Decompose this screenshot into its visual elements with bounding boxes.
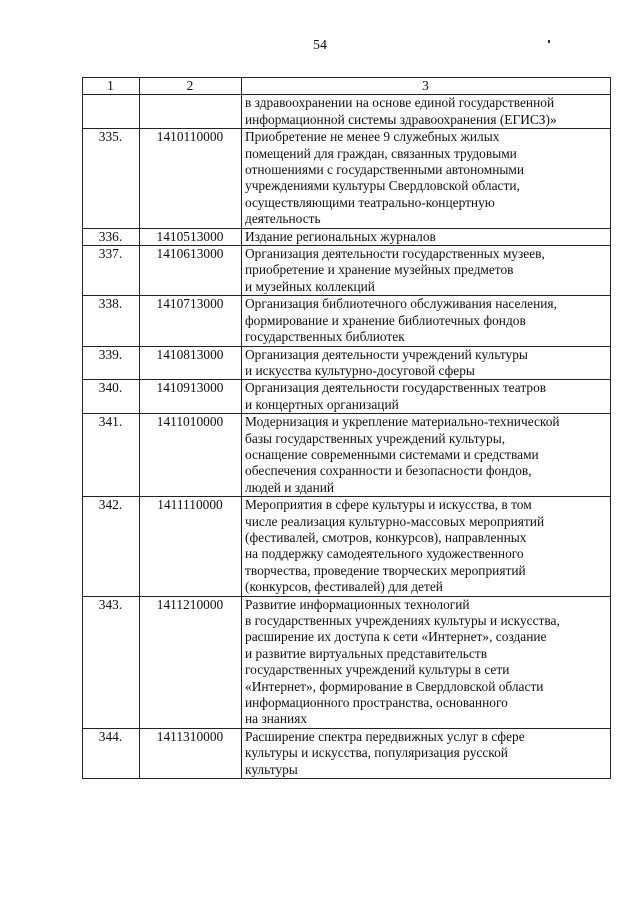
row-description — [242, 414, 611, 497]
row-number: 336. — [83, 228, 140, 245]
description-line: информационного пространства, основанного — [245, 695, 508, 711]
row-description — [242, 596, 611, 728]
table-row — [83, 380, 611, 414]
description-line: учреждениями культуры Свердловской области, — [245, 178, 520, 194]
description-line: расширение их доступа к сети «Интернет», создание — [245, 629, 547, 645]
description-line: в здравоохранении на основе единой государственной — [245, 95, 555, 111]
table-row — [83, 296, 611, 346]
row-description — [242, 728, 611, 778]
row-code — [140, 95, 242, 129]
row-number: 338. — [83, 296, 140, 346]
description-line: культуры — [245, 761, 298, 777]
description-line: Развитие информационных технологий — [245, 596, 470, 612]
table-row — [83, 596, 611, 728]
description-line: культуры и искусства, популяризация русской — [245, 745, 508, 761]
row-number — [83, 95, 140, 129]
description-line: в государственных учреждениях культуры и искусства, — [245, 613, 560, 628]
description-line: и концертных организаций — [245, 396, 399, 412]
table-row — [83, 95, 611, 129]
description-line: числе реализация культурно-массовых мероприятий — [245, 513, 545, 529]
description-line: государственных библиотек — [245, 329, 405, 345]
table-row — [83, 228, 611, 245]
description-line: приобретение и хранение музейных предметов — [245, 262, 514, 278]
row-description — [242, 95, 611, 129]
row-description — [242, 129, 611, 228]
description-line: Мероприятия в сфере культуры и искусства, в том — [245, 497, 532, 513]
row-number: 343. — [83, 596, 140, 728]
description-line: и искусства культурно-досуговой сферы — [245, 362, 475, 378]
description-line: «Интернет», формирование в Свердловской области — [245, 678, 544, 694]
description-line: на знаниях — [245, 711, 308, 727]
description-line: Расширение спектра передвижных услуг в сфере — [245, 728, 525, 744]
description-line: информационной системы здравоохранения (ЕГИСЗ)» — [245, 111, 557, 127]
description-line: Организация деятельности государственных театров — [245, 380, 547, 396]
column-header-code: 2 — [140, 78, 242, 95]
column-header-name: 3 — [242, 78, 611, 95]
description-line: осуществляющими театрально-концертную — [245, 194, 495, 210]
row-number: 335. — [83, 129, 140, 228]
column-header-number: 1 — [83, 78, 140, 95]
description-line: и музейных коллекций — [245, 278, 375, 294]
row-number: 341. — [83, 414, 140, 497]
row-description — [242, 228, 611, 245]
description-line: (конкурсов, фестивалей) для детей — [245, 579, 443, 595]
row-code: 1410613000 — [140, 246, 242, 296]
page-number: 54 — [313, 38, 327, 53]
row-code: 1410110000 — [140, 129, 242, 228]
table-row — [83, 129, 611, 228]
description-line: Организация деятельности государственных музеев, — [245, 246, 545, 262]
row-number: 344. — [83, 728, 140, 778]
description-line: деятельность — [245, 211, 321, 227]
description-line: людей и зданий — [245, 479, 335, 495]
description-line: базы государственных учреждений культуры, — [245, 430, 506, 446]
description-line: оснащение современными системами и средствами — [245, 446, 539, 462]
table-row — [83, 346, 611, 380]
row-description — [242, 346, 611, 380]
row-code: 1410913000 — [140, 380, 242, 414]
row-code: 1411010000 — [140, 414, 242, 497]
description-line: Издание региональных журналов — [245, 228, 436, 244]
row-number: 337. — [83, 246, 140, 296]
table-header-row — [83, 78, 611, 95]
row-description — [242, 246, 611, 296]
row-code: 1411310000 — [140, 728, 242, 778]
description-line: (фестивалей, смотров, конкурсов), направленных — [245, 529, 527, 545]
table-row — [83, 497, 611, 596]
description-line: и развитие виртуальных представительств — [245, 645, 488, 661]
description-line: государственных учреждений культуры в сети — [245, 662, 510, 678]
table-row — [83, 728, 611, 778]
description-line: формирование и хранение библиотечных фондов — [245, 312, 526, 328]
description-line: помещений для граждан, связанных трудовыми — [245, 145, 517, 161]
description-line: Организация библиотечного обслуживания населения, — [245, 296, 557, 312]
row-code: 1410813000 — [140, 346, 242, 380]
row-code: 1410513000 — [140, 228, 242, 245]
table-row — [83, 414, 611, 497]
row-code: 1410713000 — [140, 296, 242, 346]
description-line: на поддержку самодеятельного художественного — [245, 546, 524, 562]
table-body — [83, 95, 611, 779]
row-description — [242, 380, 611, 414]
row-code: 1411210000 — [140, 596, 242, 728]
description-line: отношениями с государственными автономными — [245, 162, 524, 178]
row-number: 339. — [83, 346, 140, 380]
row-description — [242, 497, 611, 596]
description-line: обеспечения сохранности и безопасности фондов, — [245, 463, 532, 479]
table-row — [83, 246, 611, 296]
row-number: 340. — [83, 380, 140, 414]
description-line: Приобретение не менее 9 служебных жилых — [245, 129, 500, 145]
description-line: творчества, проведение творческих мероприятий — [245, 562, 526, 578]
row-number: 342. — [83, 497, 140, 596]
description-line: Модернизация и укрепление материально-технической — [245, 414, 560, 430]
description-line: Организация деятельности учреждений культуры — [245, 346, 528, 362]
row-code: 1411110000 — [140, 497, 242, 596]
budget-code-table — [82, 77, 611, 779]
scan-speck — [548, 40, 550, 43]
row-description — [242, 296, 611, 346]
